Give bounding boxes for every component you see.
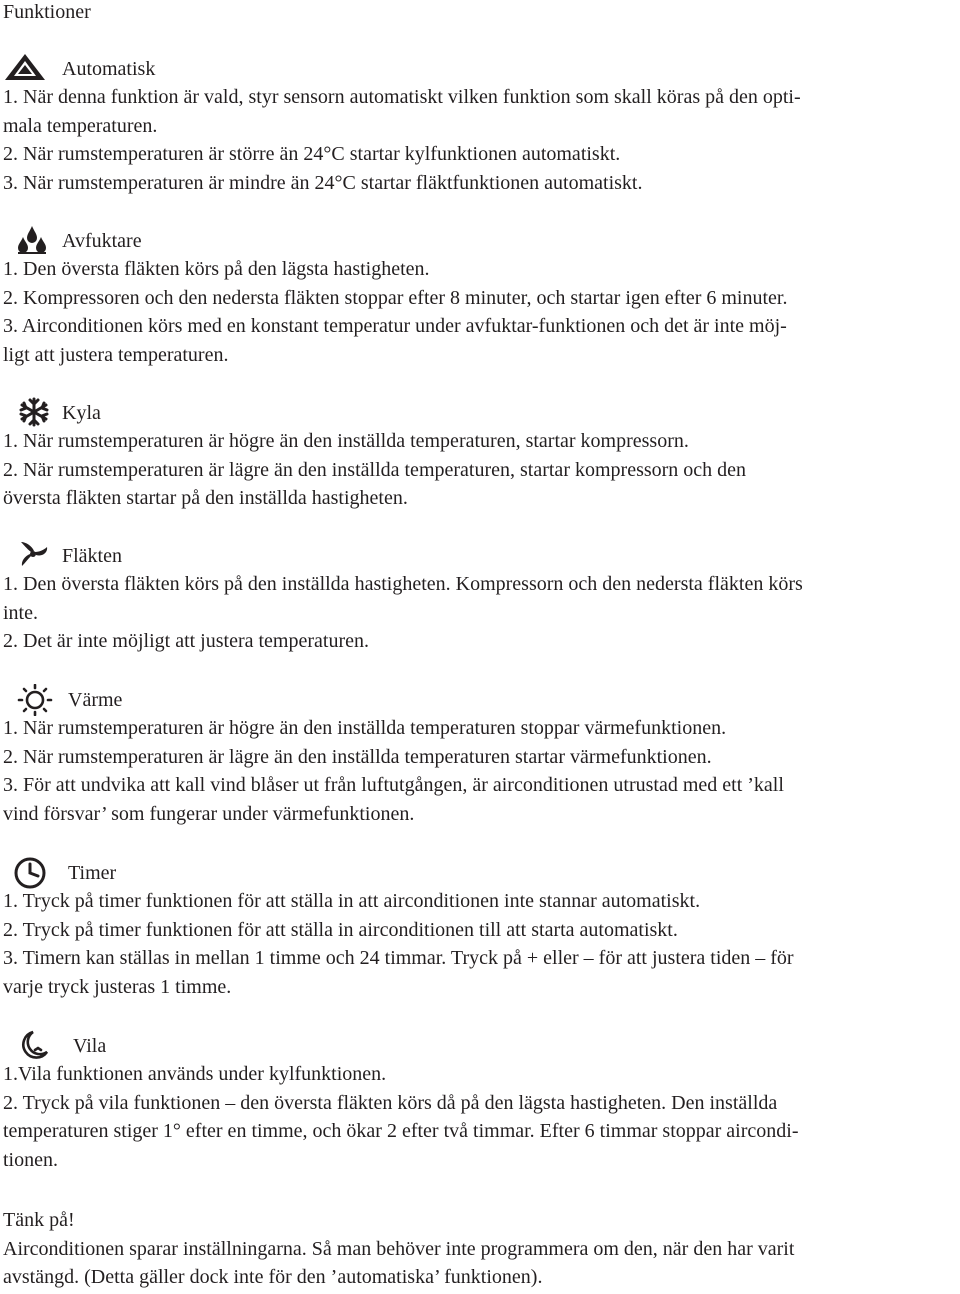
section-header: [3, 540, 957, 570]
text-line: 3. Airconditionen körs med en konstant temperatur under avfuktar-funktionen och det är inte möj-: [3, 315, 787, 338]
text-line: inte.: [3, 601, 38, 624]
text-line: 1. När rumstemperaturen är högre än den inställda temperaturen, startar kompressorn.: [3, 430, 689, 452]
section-heading: Automatisk: [62, 58, 156, 80]
text-line: avstängd. (Detta gäller dock inte för den ’automatiska’ funktionen).: [3, 1266, 543, 1289]
text-line: 2. Tryck på vila funktionen – den översta fläkten körs då på den lägsta hastigheten. Den inställda: [3, 1091, 778, 1114]
page-title: Funktioner: [3, 1, 91, 23]
section-automatisk: [3, 53, 957, 197]
text-line: 3. Timern kan ställas in mellan 1 timme och 24 timmar. Tryck på + eller – för att justera tiden – för: [3, 947, 794, 970]
section-heading: Kyla: [62, 402, 101, 424]
text-line: 1. Den översta fläkten körs på den lägsta hastigheten.: [3, 258, 430, 280]
snowflake-icon: [17, 397, 51, 427]
section-kyla: [3, 397, 957, 513]
section-vila: [3, 1030, 957, 1174]
text-line: 3. För att undvika att kall vind blåser ut från luftutgången, är airconditionen utrustad med ett ’kall: [3, 774, 784, 797]
text-line: översta fläkten startar på den inställda hastigheten.: [3, 487, 408, 510]
text-line: 2. När rumstemperaturen är större än 24°C startar kylfunktionen automatiskt.: [3, 143, 621, 166]
text-line: 1.Vila funktionen används under kylfunktionen.: [3, 1063, 387, 1085]
text-line: 1. När rumstemperaturen är högre än den inställda temperaturen stoppar värmefunktionen.: [3, 717, 727, 739]
section-header: [3, 1030, 957, 1060]
section-flakten: [3, 540, 957, 656]
text-line: mala temperaturen.: [3, 114, 158, 137]
text-line: varje tryck justeras 1 timme.: [3, 975, 232, 998]
text-line: 2. Tryck på timer funktionen för att ställa in airconditionen till att starta automatiskt.: [3, 918, 678, 941]
text-line: temperaturen stiger 1° efter en timme, och ökar 2 efter två timmar. Efter 6 timmar stoppar aircondi-: [3, 1120, 799, 1143]
note-section: [3, 1206, 957, 1292]
text-line: 2. Kompressoren och den nedersta fläkten stoppar efter 8 minuter, och startar igen efter 6 minuter.: [3, 286, 788, 309]
text-line: 3. När rumstemperaturen är mindre än 24°C startar fläktfunktionen automatiskt.: [3, 171, 643, 194]
text-line: Airconditionen sparar inställningarna. Så man behöver inte programmera om den, när den har varit: [3, 1237, 795, 1260]
text-line: tionen.: [3, 1148, 58, 1171]
section-header: [3, 397, 957, 427]
section-heading: Vila: [73, 1035, 107, 1057]
section-header: [3, 53, 957, 83]
dehumidify-drops-icon: [15, 225, 49, 255]
text-line: 1. När denna funktion är vald, styr sensorn automatiskt vilken funktion som skall köras på den opti-: [3, 86, 801, 108]
text-line: 2. När rumstemperaturen är lägre än den inställda temperaturen startar värmefunktionen.: [3, 745, 712, 768]
fan-icon: [17, 540, 49, 568]
text-line: 1. Den översta fläkten körs på den inställda hastigheten. Kompressorn och den nedersta fläkten körs: [3, 573, 803, 595]
text-line: 2. När rumstemperaturen är lägre än den inställda temperaturen, startar kompressorn och den: [3, 458, 747, 481]
text-line: vind försvar’ som fungerar under värmefunktionen.: [3, 802, 415, 825]
section-avfuktare: [3, 225, 957, 369]
sun-icon: [16, 684, 54, 716]
section-heading: Fläkten: [62, 545, 122, 567]
moon-icon: [21, 1030, 53, 1060]
section-header: [3, 225, 957, 255]
section-heading: Timer: [68, 862, 117, 884]
section-header: [3, 684, 957, 714]
text-line: 1. Tryck på timer funktionen för att ställa in att airconditionen inte stannar automatiskt.: [3, 890, 701, 912]
note-heading: Tänk på!: [3, 1209, 75, 1231]
section-heading: Värme: [68, 689, 123, 711]
auto-mode-icon: [3, 53, 47, 81]
section-heading: Avfuktare: [62, 230, 142, 252]
clock-icon: [11, 857, 49, 889]
section-header: [3, 857, 957, 887]
section-timer: [3, 857, 957, 1001]
section-varme: [3, 684, 957, 828]
text-line: 2. Det är inte möjligt att justera temperaturen.: [3, 630, 369, 653]
text-line: ligt att justera temperaturen.: [3, 343, 229, 366]
